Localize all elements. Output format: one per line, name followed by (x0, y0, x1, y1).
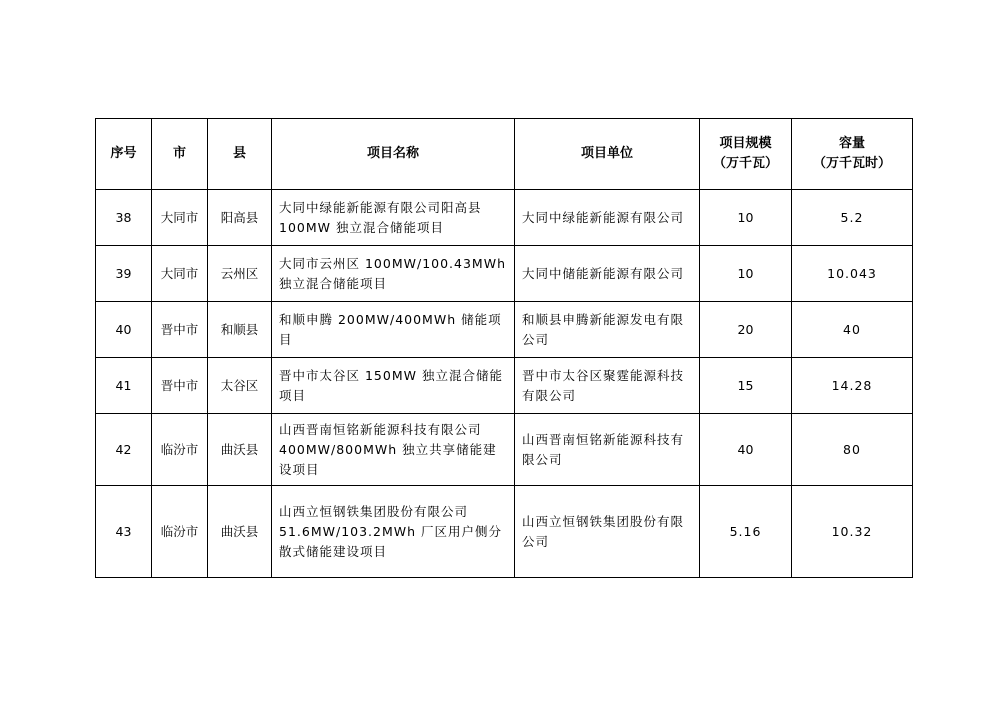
energy-storage-project-table (95, 118, 913, 578)
header-project-unit: 项目单位 (515, 119, 700, 190)
cell-city: 临汾市 (152, 486, 208, 578)
table-row (96, 246, 913, 302)
table-row (96, 358, 913, 414)
cell-scale: 20 (700, 302, 792, 358)
cell-county: 云州区 (208, 246, 272, 302)
cell-scale: 15 (700, 358, 792, 414)
table-row (96, 302, 913, 358)
cell-city: 晋中市 (152, 358, 208, 414)
cell-scale: 40 (700, 414, 792, 486)
cell-county: 和顺县 (208, 302, 272, 358)
cell-index: 40 (96, 302, 152, 358)
table-row (96, 190, 913, 246)
header-scale (700, 119, 792, 190)
cell-county: 曲沃县 (208, 414, 272, 486)
cell-county: 阳高县 (208, 190, 272, 246)
cell-project-unit: 大同中绿能新能源有限公司 (515, 190, 700, 246)
cell-index: 39 (96, 246, 152, 302)
cell-city: 晋中市 (152, 302, 208, 358)
cell-capacity: 10.32 (792, 486, 913, 578)
cell-county: 太谷区 (208, 358, 272, 414)
cell-project-unit: 大同中储能新能源有限公司 (515, 246, 700, 302)
cell-project-name: 山西晋南恒铭新能源科技有限公司 400MW/800MWh 独立共享储能建设项目 (272, 414, 515, 486)
cell-project-name: 山西立恒钢铁集团股份有限公司 51.6MW/103.2MWh 厂区用户侧分散式储能建设项目 (272, 486, 515, 578)
table-row (96, 486, 913, 578)
cell-index: 41 (96, 358, 152, 414)
header-capacity (792, 119, 913, 190)
header-capacity-title: 容量 (838, 136, 865, 151)
cell-capacity: 40 (792, 302, 913, 358)
cell-city: 大同市 (152, 190, 208, 246)
cell-project-unit: 山西晋南恒铭新能源科技有限公司 (515, 414, 700, 486)
cell-project-name: 和顺申腾 200MW/400MWh 储能项目 (272, 302, 515, 358)
cell-scale: 10 (700, 190, 792, 246)
cell-city: 临汾市 (152, 414, 208, 486)
header-scale-title: 项目规模 (719, 136, 772, 151)
cell-county: 曲沃县 (208, 486, 272, 578)
cell-scale: 5.16 (700, 486, 792, 578)
cell-city: 大同市 (152, 246, 208, 302)
cell-project-unit: 和顺县申腾新能源发电有限公司 (515, 302, 700, 358)
cell-index: 42 (96, 414, 152, 486)
cell-capacity: 14.28 (792, 358, 913, 414)
header-scale-unit: （万千瓦） (712, 156, 778, 171)
cell-project-name: 大同市云州区 100MW/100.43MWh 独立混合储能项目 (272, 246, 515, 302)
cell-capacity: 10.043 (792, 246, 913, 302)
cell-project-name: 大同中绿能新能源有限公司阳高县 100MW 独立混合储能项目 (272, 190, 515, 246)
table-header-row (96, 119, 913, 190)
table-row (96, 414, 913, 486)
cell-capacity: 5.2 (792, 190, 913, 246)
header-city: 市 (152, 119, 208, 190)
cell-capacity: 80 (792, 414, 913, 486)
cell-project-unit: 山西立恒钢铁集团股份有限公司 (515, 486, 700, 578)
cell-index: 43 (96, 486, 152, 578)
header-project-name: 项目名称 (272, 119, 515, 190)
header-capacity-unit: （万千瓦时） (812, 156, 891, 171)
header-index: 序号 (96, 119, 152, 190)
cell-index: 38 (96, 190, 152, 246)
cell-project-name: 晋中市太谷区 150MW 独立混合储能项目 (272, 358, 515, 414)
cell-scale: 10 (700, 246, 792, 302)
header-county: 县 (208, 119, 272, 190)
cell-project-unit: 晋中市太谷区聚霆能源科技有限公司 (515, 358, 700, 414)
